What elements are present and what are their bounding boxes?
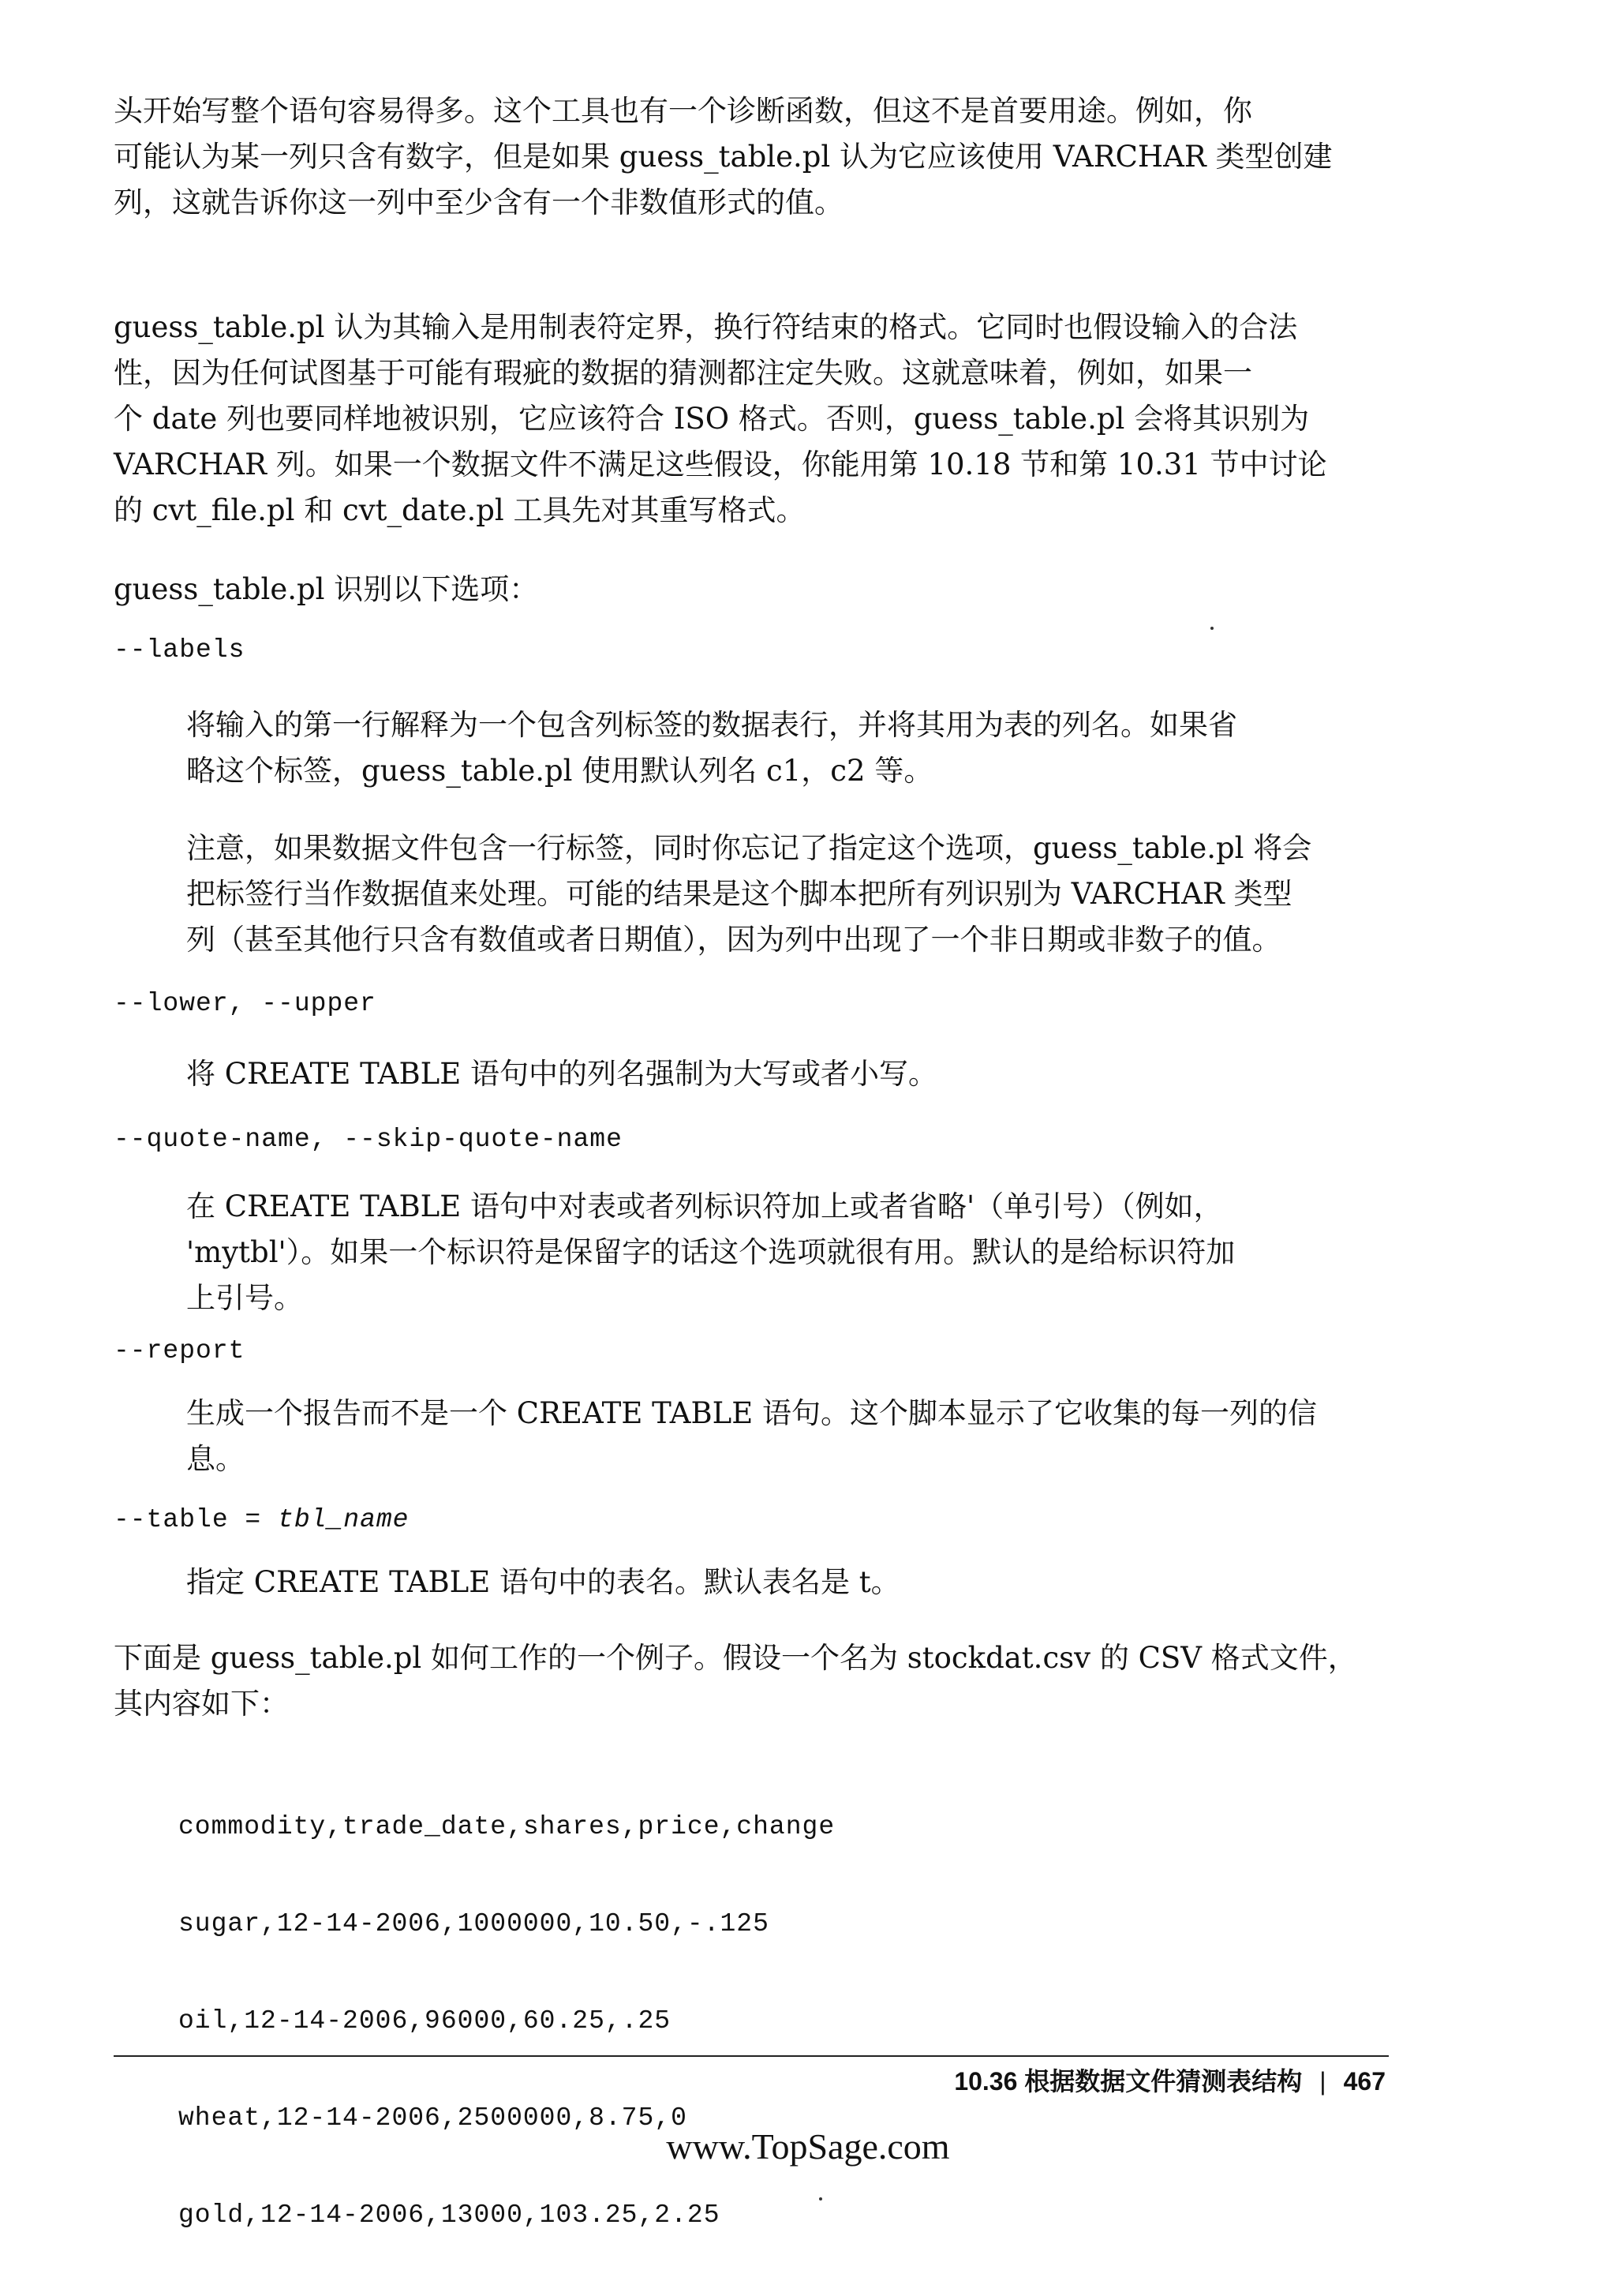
text-line: 的 cvt_file.pl 和 cvt_date.pl 工具先对其重写格式。 xyxy=(114,493,806,527)
code-line: commodity,trade_date,shares,price,change xyxy=(178,1812,836,1841)
option-quote-name-flag: --quote-name, --skip-quote-name xyxy=(114,1125,623,1154)
text-line: 生成一个报告而不是一个 CREATE TABLE 语句。这个脚本显示了它收集的每一列的信 xyxy=(186,1396,1317,1430)
text-line: 把标签行当作数据值来处理。可能的结果是这个脚本把所有列识别为 VARCHAR 类型 xyxy=(186,877,1292,911)
section-title: 10.36 根据数据文件猜测表结构 xyxy=(954,2067,1303,2096)
code-line: oil,12-14-2006,96000,60.25,.25 xyxy=(178,2006,671,2036)
text-line: guess_table.pl 认为其输入是用制表符定界，换行符结束的格式。它同时也假设输入的合法 xyxy=(114,310,1298,344)
text-line: 列（甚至其他行只含有数值或者日期值），因为列中出现了一个非日期或非数子的值。 xyxy=(186,923,1281,957)
watermark: www.TopSage.com xyxy=(666,2126,950,2167)
option-labels-flag: --labels xyxy=(114,635,245,665)
csv-code-block xyxy=(178,1746,835,2296)
text-line: 将输入的第一行解释为一个包含列标签的数据表行，并将其用为表的列名。如果省 xyxy=(186,708,1237,742)
option-table-flag xyxy=(114,1504,409,1536)
option-table-description xyxy=(186,1560,1365,1605)
option-table-flag-text: --table = xyxy=(114,1505,279,1534)
code-line: wheat,12-14-2006,2500000,8.75,0 xyxy=(178,2103,687,2133)
option-quote-name-description xyxy=(186,1184,1365,1321)
text-line: 'mytbl'）。如果一个标识符是保留字的话这个选项就很有用。默认的是给标识符加 xyxy=(186,1235,1236,1269)
option-report-flag: --report xyxy=(114,1336,245,1365)
option-table-argument: tbl_name xyxy=(278,1505,410,1534)
text-line: 个 date 列也要同样地被识别，它应该符合 ISO 格式。否则，guess_table.pl 会将其识别为 xyxy=(114,402,1310,436)
text-line: 其内容如下： xyxy=(114,1687,289,1721)
intro-paragraph xyxy=(114,88,1365,226)
page-number: 467 xyxy=(1343,2067,1386,2096)
code-line: sugar,12-14-2006,1000000,10.50,-.125 xyxy=(178,1909,769,1938)
example-intro-paragraph xyxy=(114,1635,1365,1727)
text-line: 在 CREATE TABLE 语句中对表或者列标识符加上或者省略'（单引号）（例如， xyxy=(186,1189,1223,1223)
text-line: 将 CREATE TABLE 语句中的列名强制为大写或者小写。 xyxy=(186,1057,937,1091)
text-line: 略这个标签，guess_table.pl 使用默认列名 c1，c2 等。 xyxy=(186,754,933,788)
text-line: 列，这就告诉你这一列中至少含有一个非数值形式的值。 xyxy=(114,185,844,219)
text-line: 下面是 guess_table.pl 如何工作的一个例子。假设一个名为 stockdat.csv 的 CSV 格式文件， xyxy=(114,1641,1357,1675)
options-intro xyxy=(114,567,1365,612)
option-labels-note xyxy=(186,826,1365,963)
text-line: 头开始写整个语句容易得多。这个工具也有一个诊断函数，但这不是首要用途。例如，你 xyxy=(114,94,1252,128)
option-lower-upper-description xyxy=(186,1051,1365,1097)
text-line: 指定 CREATE TABLE 语句中的表名。默认表名是 t。 xyxy=(186,1565,900,1599)
assumptions-paragraph xyxy=(114,305,1365,534)
text-line: VARCHAR 列。如果一个数据文件不满足这些假设，你能用第 10.18 节和第 10.31 节中讨论 xyxy=(114,448,1327,481)
option-report-description xyxy=(186,1391,1365,1482)
text-line: guess_table.pl 识别以下选项： xyxy=(114,572,539,606)
text-line: 可能认为某一列只含有数字，但是如果 guess_table.pl 认为它应该使用 VARCHAR 类型创建 xyxy=(114,140,1333,174)
text-line: 上引号。 xyxy=(186,1281,303,1315)
footer-rule xyxy=(114,2055,1389,2057)
footer-separator: | xyxy=(1319,2067,1326,2096)
text-line: 注意，如果数据文件包含一行标签，同时你忘记了指定这个选项，guess_table.pl 将会 xyxy=(186,831,1312,865)
option-lower-upper-flag: --lower, --upper xyxy=(114,989,376,1018)
page-footer xyxy=(954,2062,1386,2101)
scan-speck xyxy=(819,2197,822,2200)
code-line: gold,12-14-2006,13000,103.25,2.25 xyxy=(178,2200,720,2230)
text-line: 息。 xyxy=(186,1442,245,1476)
option-labels-description xyxy=(186,702,1365,794)
text-line: 性，因为任何试图基于可能有瑕疵的数据的猜测都注定失败。这就意味着，例如，如果一 xyxy=(114,356,1252,390)
scan-speck xyxy=(1210,627,1214,630)
